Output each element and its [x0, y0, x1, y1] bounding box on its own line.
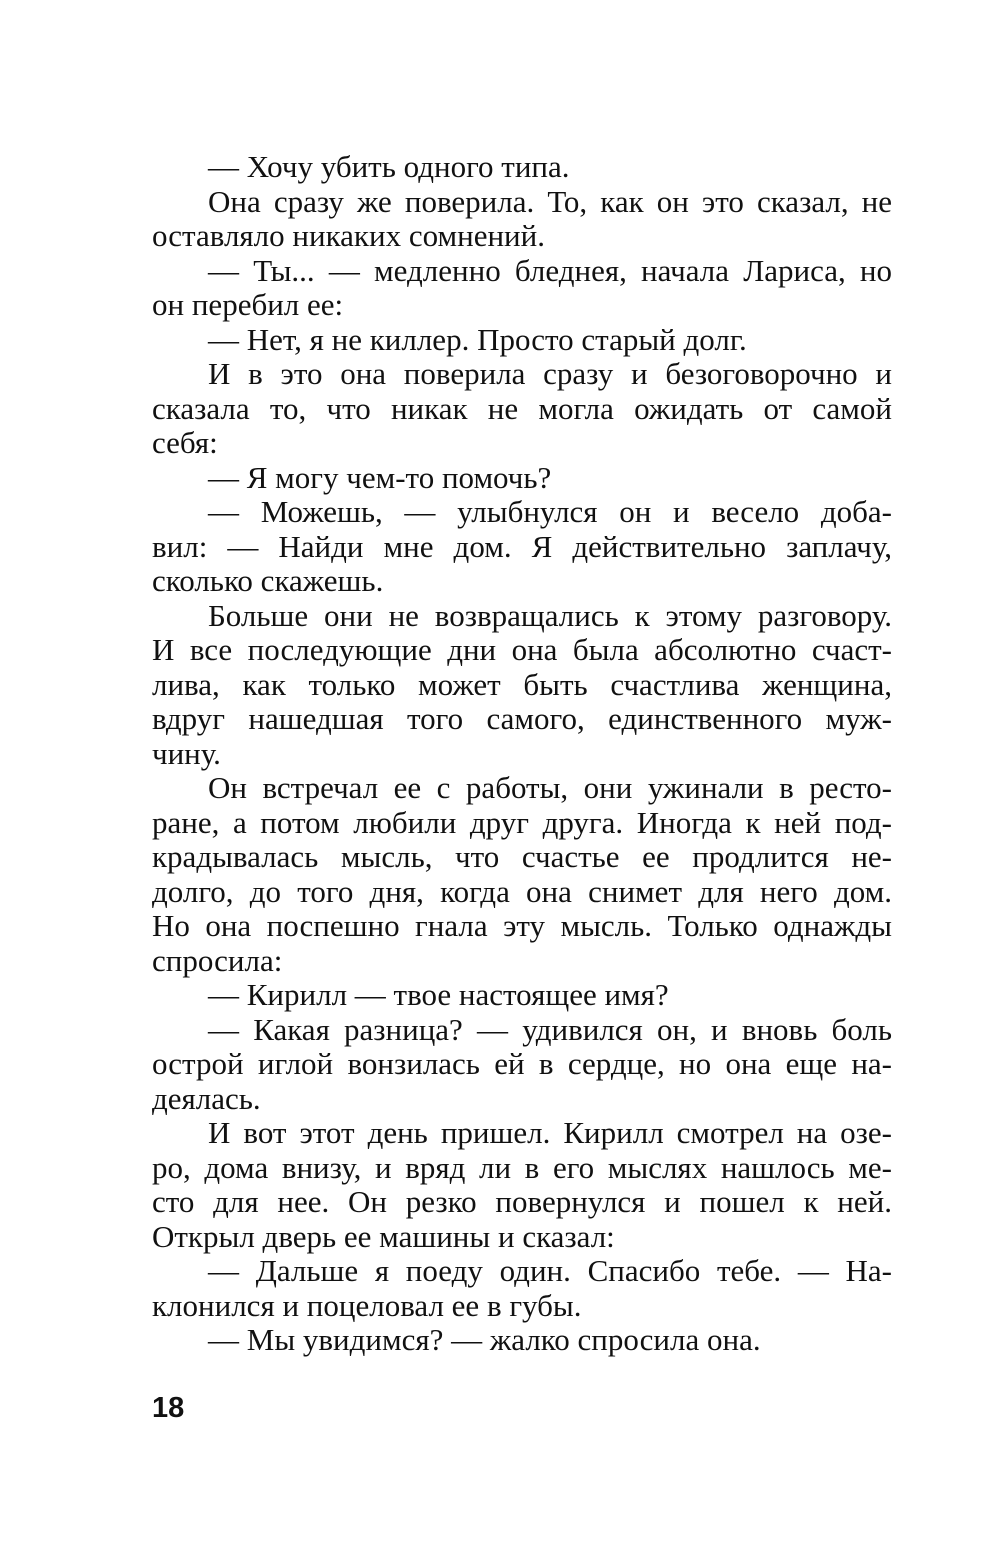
text-line: — Кирилл — твое настоящее имя?	[208, 977, 669, 1012]
text-line: И все последующие дни она была абсолютно счаст-	[152, 632, 892, 667]
text-line: — Какая разница? — удивился он, и вновь боль	[208, 1011, 892, 1047]
text-line: Открыл дверь ее машины и сказал:	[152, 1218, 615, 1254]
text-line: оставляло никаких сомнений.	[152, 218, 545, 253]
text-line: вдруг нашедшая того самого, единственного муж-	[152, 701, 892, 736]
text-line: — Мы увидимся? — жалко спросила она.	[208, 1322, 761, 1357]
text-line: ро, дома внизу, и вряд ли в его мыслях нашлось ме-	[152, 1149, 892, 1185]
text-line: долго, до того дня, когда она снимет для него дом.	[152, 873, 892, 909]
text-line: И в это она поверила сразу и безоговорочно и	[208, 356, 892, 391]
text-line: себя:	[152, 425, 218, 460]
text-line: он перебил ее:	[152, 287, 344, 322]
text-line: Он встречал ее с работы, они ужинали в ресто-	[208, 770, 892, 805]
text-line: клонился и поцеловал ее в губы.	[152, 1287, 582, 1323]
text-line: Больше они не возвращались к этому разговору.	[208, 597, 892, 633]
text-line: лива, как только может быть счастлива женщина,	[152, 666, 892, 702]
text-line: сто для нее. Он резко повернулся и пошел к ней.	[152, 1184, 892, 1219]
text-line: чину.	[152, 735, 221, 771]
text-line: крадывалась мысль, что счастье ее продлится не-	[152, 839, 892, 874]
text-line: — Хочу убить одного типа.	[208, 149, 570, 184]
text-line: спросила:	[152, 942, 283, 978]
text-line: ране, а потом любили друг друга. Иногда к ней под-	[152, 804, 892, 840]
text-line: острой иглой вонзилась ей в сердце, но она еще на-	[152, 1046, 892, 1081]
text-line: сказала то, что никак не могла ожидать от самой	[152, 390, 892, 426]
page-number: 18	[152, 1392, 185, 1424]
text-line: Она сразу же поверила. То, как он это сказал, не	[208, 183, 892, 219]
text-line: Но она поспешно гнала эту мысль. Только однажды	[152, 908, 892, 943]
body-text	[152, 150, 892, 1358]
text-line: сколько скажешь.	[152, 563, 384, 598]
text-line: — Ты... — медленно бледнея, начала Лариса, но	[208, 252, 892, 288]
text-line: — Можешь, — улыбнулся он и весело доба-	[208, 494, 892, 529]
text-line: — Нет, я не киллер. Просто старый долг.	[208, 321, 747, 357]
text-line: — Дальше я поеду один. Спасибо тебе. — На-	[208, 1253, 892, 1288]
text-line: вил: — Найди мне дом. Я действительно заплачу,	[152, 528, 892, 564]
text-line: деялась.	[152, 1080, 261, 1116]
text-line: И вот этот день пришел. Кирилл смотрел на озе-	[208, 1115, 892, 1150]
text-line: — Я могу чем-то помочь?	[208, 459, 552, 495]
